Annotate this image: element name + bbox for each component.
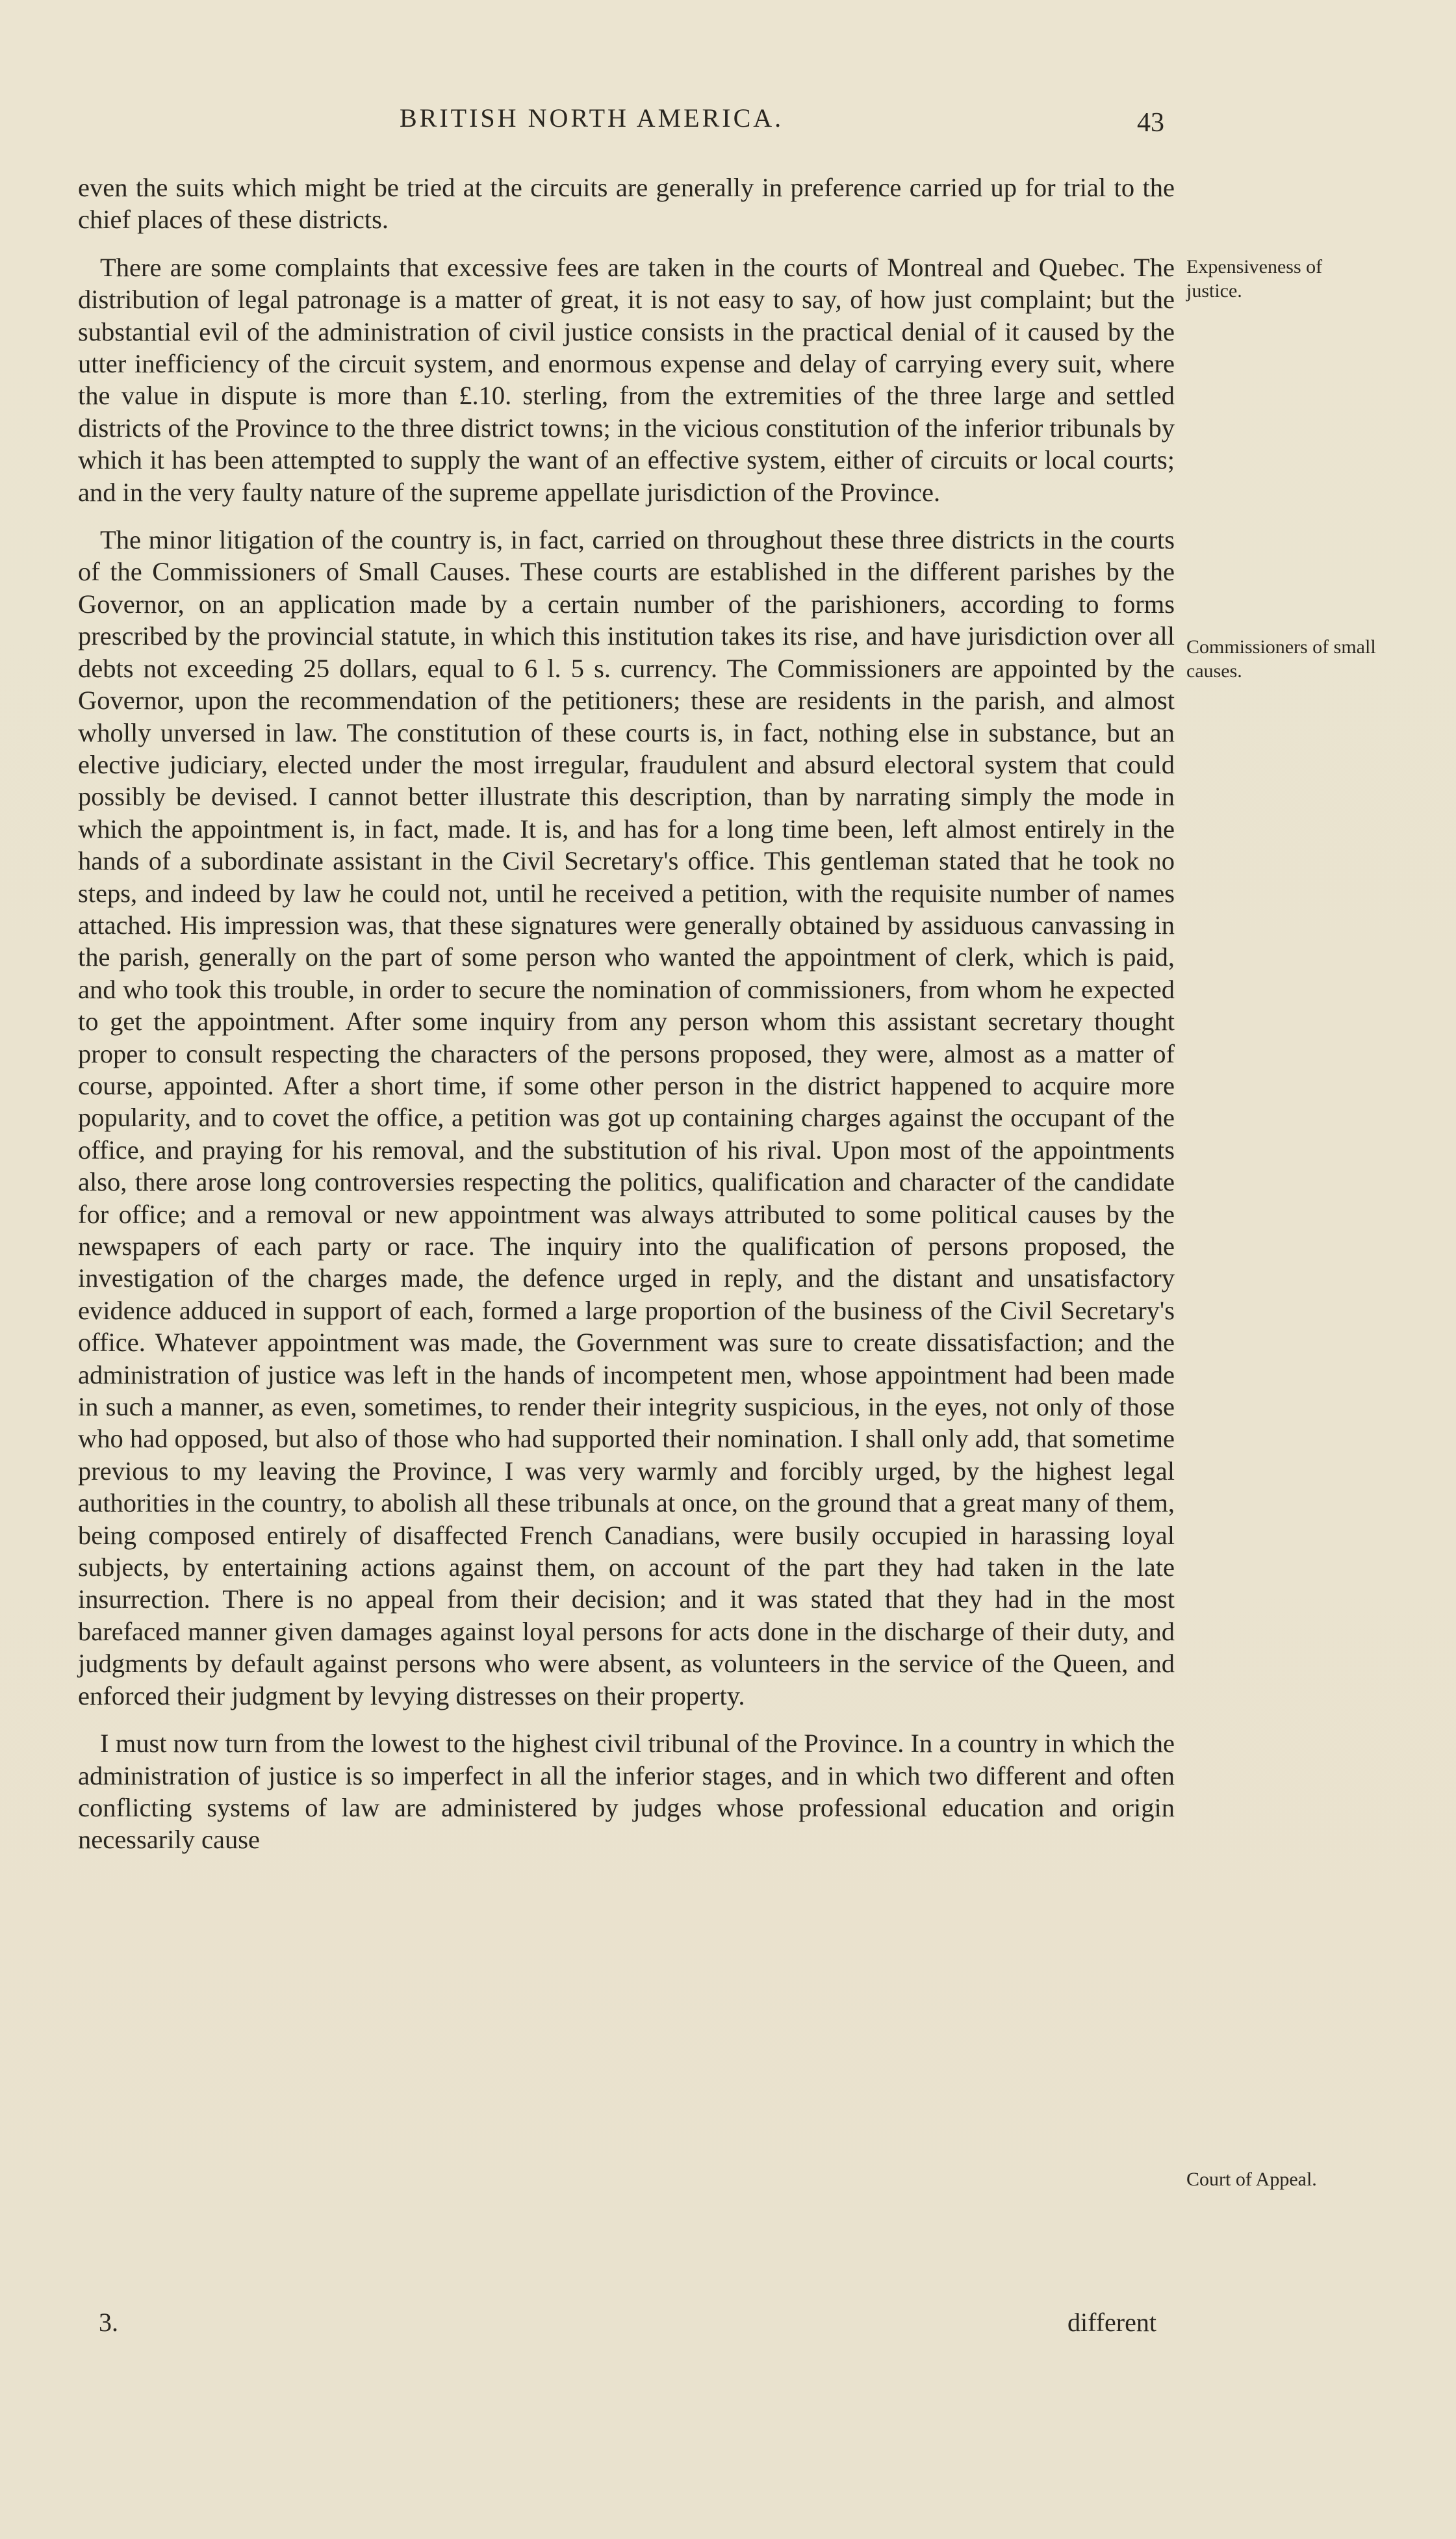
paragraph: even the suits which might be tried at the circuits are generally in preference carried up for trial to the chief places of these districts. (78, 173, 1175, 235)
catchword: different (1067, 2308, 1156, 2337)
running-head: BRITISH NORTH AMERICA. (400, 103, 784, 133)
paragraph-spacer (78, 508, 1175, 524)
margin-note-expensiveness: Expensiveness of justice. (1186, 256, 1323, 302)
paragraph: The minor litigation of the country is, in fact, carried on throughout these three districts in the courts of the Commissioners of Small Causes. These courts are established in the different parishes by the Governor, on an application made by a certain number of the parishioners, according to forms prescribed by the provincial statute, in which this institution takes its rise, and have jurisdiction over all debts not exceeding 25 dollars, equal to 6 l. 5 s. currency. The Commissioners are appointed by the Governor, upon the recommendation of the petitioners; these are residents in the parish, and almost wholly unversed in law. The constitution of these courts is, in fact, nothing else in substance, but an elective judiciary, elected under the most irregular, fraudulent and absurd electoral system that could possibly be devised. I cannot better illustrate this description, than by narrating simply the mode in which the appointment is, in fact, made. It is, and has for a long time been, left almost entirely in the hands of a subordinate assistant in the Civil Secretary's office. This gentleman stated that he took no steps, and indeed by law he could not, until he received a petition, with the requisite number of names attached. His impression was, that these signatures were generally obtained by assiduous canvassing in the parish, generally on the part of some person who wanted the appointment of clerk, which is paid, and who took this trouble, in order to secure the nomination of commissioners, from whom he expected to get the appointment. After some inquiry from any person whom this assistant secretary thought proper to consult respecting the characters of the persons proposed, they were, almost as a matter of course, appointed. After a short time, if some other person in the district happened to acquire more popularity, and to covet the office, a petition was got up containing charges against the occupant of the office, and praying for his removal, and the substitution of his rival. Upon most of the appointments also, there arose long controversies respecting the politics, qualification and character of the candidate for office; and a removal or new appointment was always attributed to some political causes by the newspapers of each party or race. The inquiry into the qualification of persons proposed, the investigation of the charges made, the defence urged in reply, and the distant and unsatisfactory evidence adduced in support of each, formed a large proportion of the business of the Civil Secretary's office. Whatever appointment was made, the Government was sure to create dissatisfaction; and the administration of justice was left in the hands of incompetent men, whose appointment had been made in such a manner, as even, sometimes, to render their integrity suspicious, in the eyes, not only of those who had opposed, but also of those who had supported their nomination. I shall only add, that sometime previous to my leaving the Province, I was very warmly and forcibly urged, by the highest legal authorities in the country, to abolish all these tribunals at once, on the ground that a great many of them, being composed entirely of disaffected French Canadians, were busily occupied in harassing loyal subjects, by entertaining actions against them, on account of the part they had taken in the late insurrection. There is no appeal from their decision; and it was stated that they had in the most barefaced manner given damages against loyal persons for acts done in the discharge of their duty, and judgments by default against persons who were absent, as volunteers in the service of the Queen, and enforced their judgment by levying distresses on their property. (78, 525, 1175, 1710)
page-header (78, 97, 1182, 149)
paragraph: There are some complaints that excessive fees are taken in the courts of Montreal and Quebec. The distribution of legal patronage is a matter of great, it is not easy to say, of how just complaint; but the substantial evil of the administration of civil justice consists in the practical denial of it caused by the utter inefficiency of the circuit system, and enormous expense and delay of carrying every suit, where the value in dispute is more than £.10. sterling, from the extremities of the three large and settled districts of the Province to the three district towns; in the vicious constitution of the inferior tribunals by which it has been attempted to supply the want of an effective system, either of circuits or local courts; and in the very faulty nature of the supreme appellate jurisdiction of the Province. (78, 252, 1175, 507)
paragraph: I must now turn from the lowest to the highest civil tribunal of the Province. In a country in which the administration of justice is so imperfect in all the inferior stages, and in which two different and often conflicting systems of law are administered by judges whose professional education and origin necessarily cause (78, 1729, 1175, 1855)
paragraph-spacer (78, 236, 1175, 251)
margin-note-court-of-appeal: Court of Appeal. (1186, 2169, 1317, 2190)
margin-note-commissioners: Commissioners of small causes. (1186, 636, 1376, 682)
body-text (78, 172, 1175, 1856)
page-number: 43 (1137, 108, 1164, 138)
paragraph-spacer (78, 1712, 1175, 1727)
signature-mark: 3. (99, 2308, 118, 2337)
